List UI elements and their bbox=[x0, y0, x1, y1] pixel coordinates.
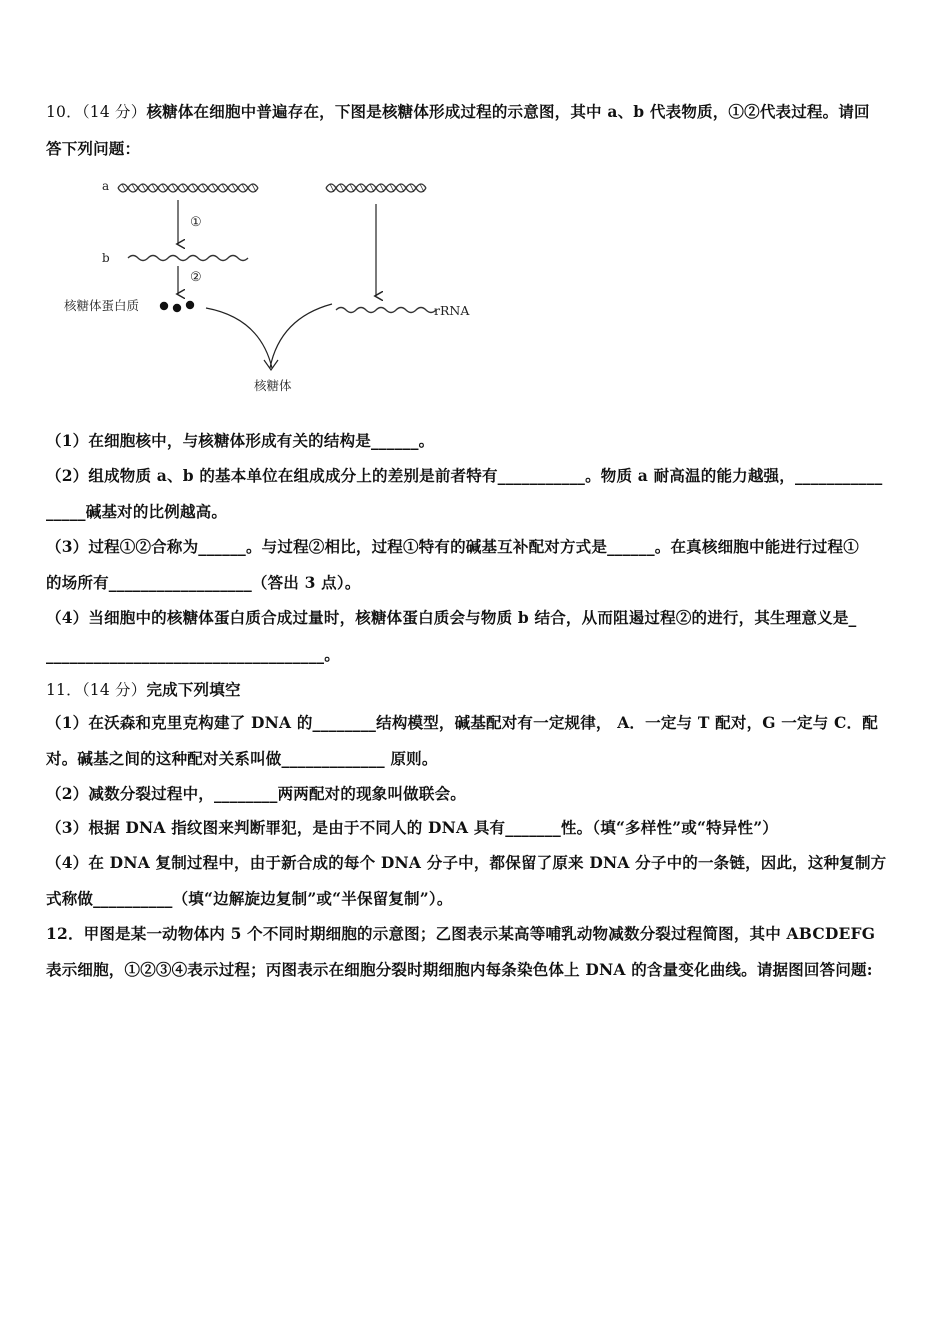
q11-stem-text: 完成下列填空 bbox=[146, 680, 241, 699]
q11-part2: （2）减数分裂过程中，________两两配对的现象叫做联会。 bbox=[46, 784, 466, 803]
q11-part1-line1: （1）在沃森和克里克构建了 DNA 的________结构模型，碱基配对有一定规律， A．一定与 T 配对，G 一定与 C．配 bbox=[46, 713, 878, 732]
label-step-1: ① bbox=[190, 215, 202, 230]
q12-stem-line2: 表示细胞，①②③④表示过程；丙图表示在细胞分裂时期细胞内每条染色体上 DNA 的含量变化曲线。请据图回答问题: bbox=[46, 960, 873, 979]
label-a: a bbox=[102, 179, 110, 193]
label-b: b bbox=[102, 251, 110, 265]
q11-number: 11． bbox=[46, 681, 82, 699]
curve-rrna-to-ribosome bbox=[270, 304, 332, 368]
q10-part2-line2: _____碱基对的比例越高。 bbox=[46, 502, 228, 521]
q12-stem-text: 甲图是某一动物体内 5 个不同时期细胞的示意图；乙图表示某高等哺乳动物减数分裂过程简图，其中 ABCDEFG bbox=[83, 924, 876, 943]
rna-b-strand bbox=[128, 256, 248, 261]
q11-part4-line2: 式称做__________（填“边解旋边复制”或“半保留复制”）。 bbox=[46, 889, 453, 908]
q12-number: 12． bbox=[46, 924, 84, 943]
label-step-2: ② bbox=[190, 270, 202, 285]
rrna-strand bbox=[336, 308, 436, 313]
q11-score: （14 分） bbox=[81, 681, 147, 699]
label-ribosomal-protein: 核糖体蛋白质 bbox=[64, 298, 140, 313]
protein-dot-2 bbox=[173, 304, 181, 312]
q10-part4-line1: （4）当细胞中的核糖体蛋白质合成过量时，核糖体蛋白质会与物质 b 结合，从而阻遏过程②的进行，其生理意义是_ bbox=[46, 608, 857, 627]
q10-stem-line2: 答下列问题： bbox=[46, 139, 141, 158]
q10-part2-line1: （2）组成物质 a、b 的基本单位在组成成分上的差别是前者特有___________。物质 a 耐高温的能力越强，___________ bbox=[46, 466, 883, 485]
q11-part1-line2: 对。碱基之间的这种配对关系叫做_____________ 原则。 bbox=[46, 749, 438, 768]
label-ribosome: 核糖体 bbox=[254, 378, 292, 393]
q10-number: 10． bbox=[46, 103, 82, 121]
q11-part4-line1: （4）在 DNA 复制过程中，由于新合成的每个 DNA 分子中，都保留了原来 DNA 分子中的一条链，因此，这种复制方 bbox=[46, 853, 887, 872]
ribosome-formation-diagram bbox=[60, 168, 490, 408]
dna-helix-right bbox=[326, 184, 426, 192]
q10-part1: （1）在细胞核中，与核糖体形成有关的结构是______。 bbox=[46, 431, 435, 450]
q10-part3-line1: （3）过程①②合称为______。与过程②相比，过程①特有的碱基互补配对方式是______。在真核细胞中能进行过程① bbox=[46, 537, 859, 556]
dna-helix-a bbox=[118, 184, 258, 192]
q10-score: （14 分） bbox=[81, 103, 147, 121]
q10-stem-line1 bbox=[46, 101, 906, 123]
q10-stem-text: 核糖体在细胞中普遍存在，下图是核糖体形成过程的示意图，其中 a、b 代表物质，①②代表过程。请回 bbox=[146, 102, 870, 121]
q12-stem-line1 bbox=[46, 923, 906, 945]
q10-part4-line2: ___________________________________。 bbox=[46, 645, 340, 664]
q11-part3: （3）根据 DNA 指纹图来判断罪犯，是由于不同人的 DNA 具有_______性。（填“多样性”或“特异性”） bbox=[46, 818, 779, 837]
label-rrna: rRNA bbox=[434, 303, 470, 318]
q11-stem bbox=[46, 679, 906, 701]
curve-protein-to-ribosome bbox=[206, 308, 272, 368]
protein-dot-1 bbox=[160, 302, 168, 310]
q10-part3-line2: 的场所有__________________（答出 3 点）。 bbox=[46, 573, 361, 592]
protein-dot-3 bbox=[186, 301, 194, 309]
